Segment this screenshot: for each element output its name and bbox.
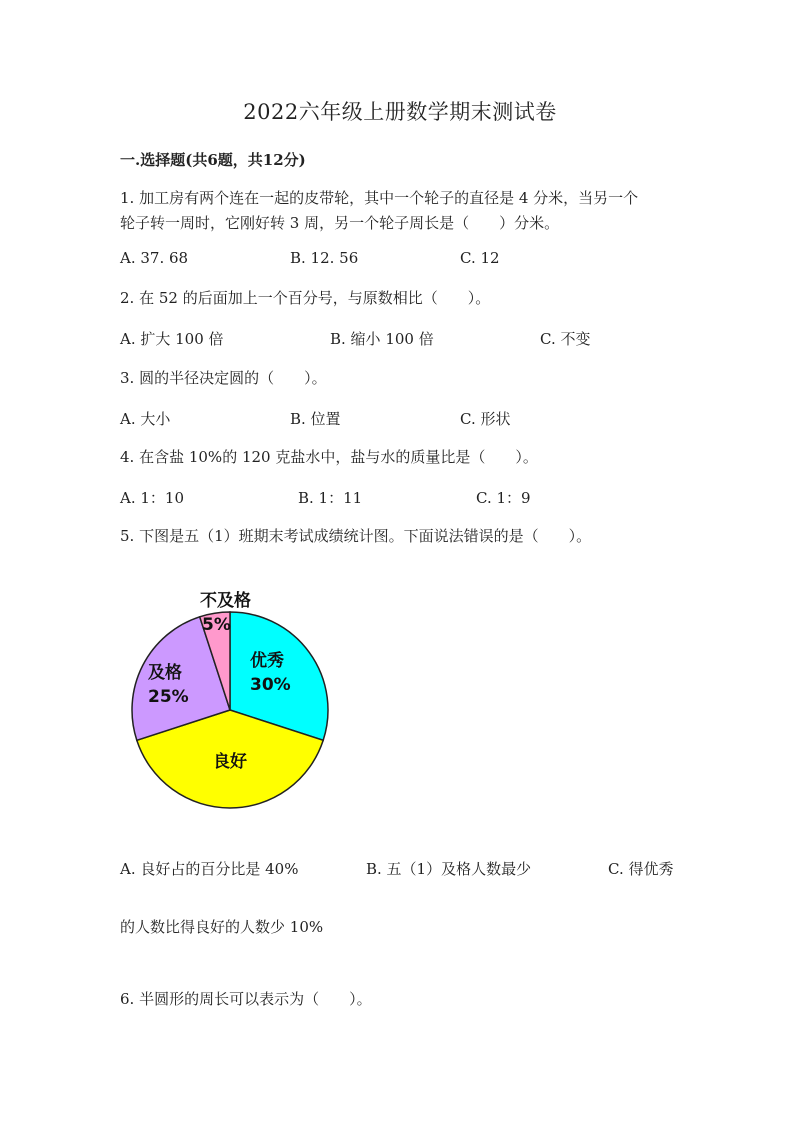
slice-label-excellent: 优秀	[250, 651, 284, 671]
section-heading: 一.选择题(共6题，共12分)	[120, 151, 306, 169]
q3-option-c: C. 形状	[460, 410, 511, 428]
slice-label-good: 良好	[213, 752, 247, 772]
q2-option-a: A. 扩大 100 倍	[120, 330, 224, 348]
slice-value-excellent: 30%	[250, 675, 291, 695]
q4-option-c: C. 1：9	[476, 489, 531, 507]
q5-option-c-continuation: 的人数比得良好的人数少 10%	[120, 918, 324, 936]
q3-option-b: B. 位置	[290, 410, 341, 428]
q2-option-c: C. 不变	[540, 330, 591, 348]
page-title: 2022六年级上册数学期末测试卷	[243, 100, 557, 124]
question-3: 3. 圆的半径决定圆的（ ）。	[120, 369, 327, 387]
slice-label-fail: 不及格	[200, 591, 251, 611]
question-1-line-1: 1. 加工房有两个连在一起的皮带轮，其中一个轮子的直径是 4 分米，当另一个	[120, 189, 639, 207]
pie-slices	[132, 612, 328, 808]
pie-chart	[120, 580, 340, 820]
question-4: 4. 在含盐 10%的 120 克盐水中，盐与水的质量比是（ ）。	[120, 448, 538, 466]
q1-option-a: A. 37. 68	[120, 249, 189, 267]
q3-option-a: A. 大小	[120, 410, 171, 428]
q4-option-b: B. 1：11	[298, 489, 363, 507]
q5-option-b: B. 五（1）及格人数最少	[366, 860, 532, 878]
question-2: 2. 在 52 的后面加上一个百分号，与原数相比（ ）。	[120, 289, 491, 307]
question-1-line-2: 轮子转一周时，它刚好转 3 周，另一个轮子周长是（ ）分米。	[120, 214, 560, 232]
question-1	[120, 186, 638, 236]
q4-option-a: A. 1：10	[120, 489, 184, 507]
question-6: 6. 半圆形的周长可以表示为（ ）。	[120, 990, 372, 1008]
q1-option-c: C. 12	[460, 249, 500, 267]
q5-option-c: C. 得优秀	[608, 860, 674, 878]
slice-label-pass: 及格	[148, 663, 182, 683]
question-5: 5. 下图是五（1）班期末考试成绩统计图。下面说法错误的是（ ）。	[120, 527, 592, 545]
q5-option-a: A. 良好占的百分比是 40%	[120, 860, 299, 878]
q1-option-b: B. 12. 56	[290, 249, 359, 267]
q2-option-b: B. 缩小 100 倍	[330, 330, 434, 348]
slice-value-pass: 25%	[148, 687, 189, 707]
slice-value-fail: 5%	[202, 615, 231, 635]
